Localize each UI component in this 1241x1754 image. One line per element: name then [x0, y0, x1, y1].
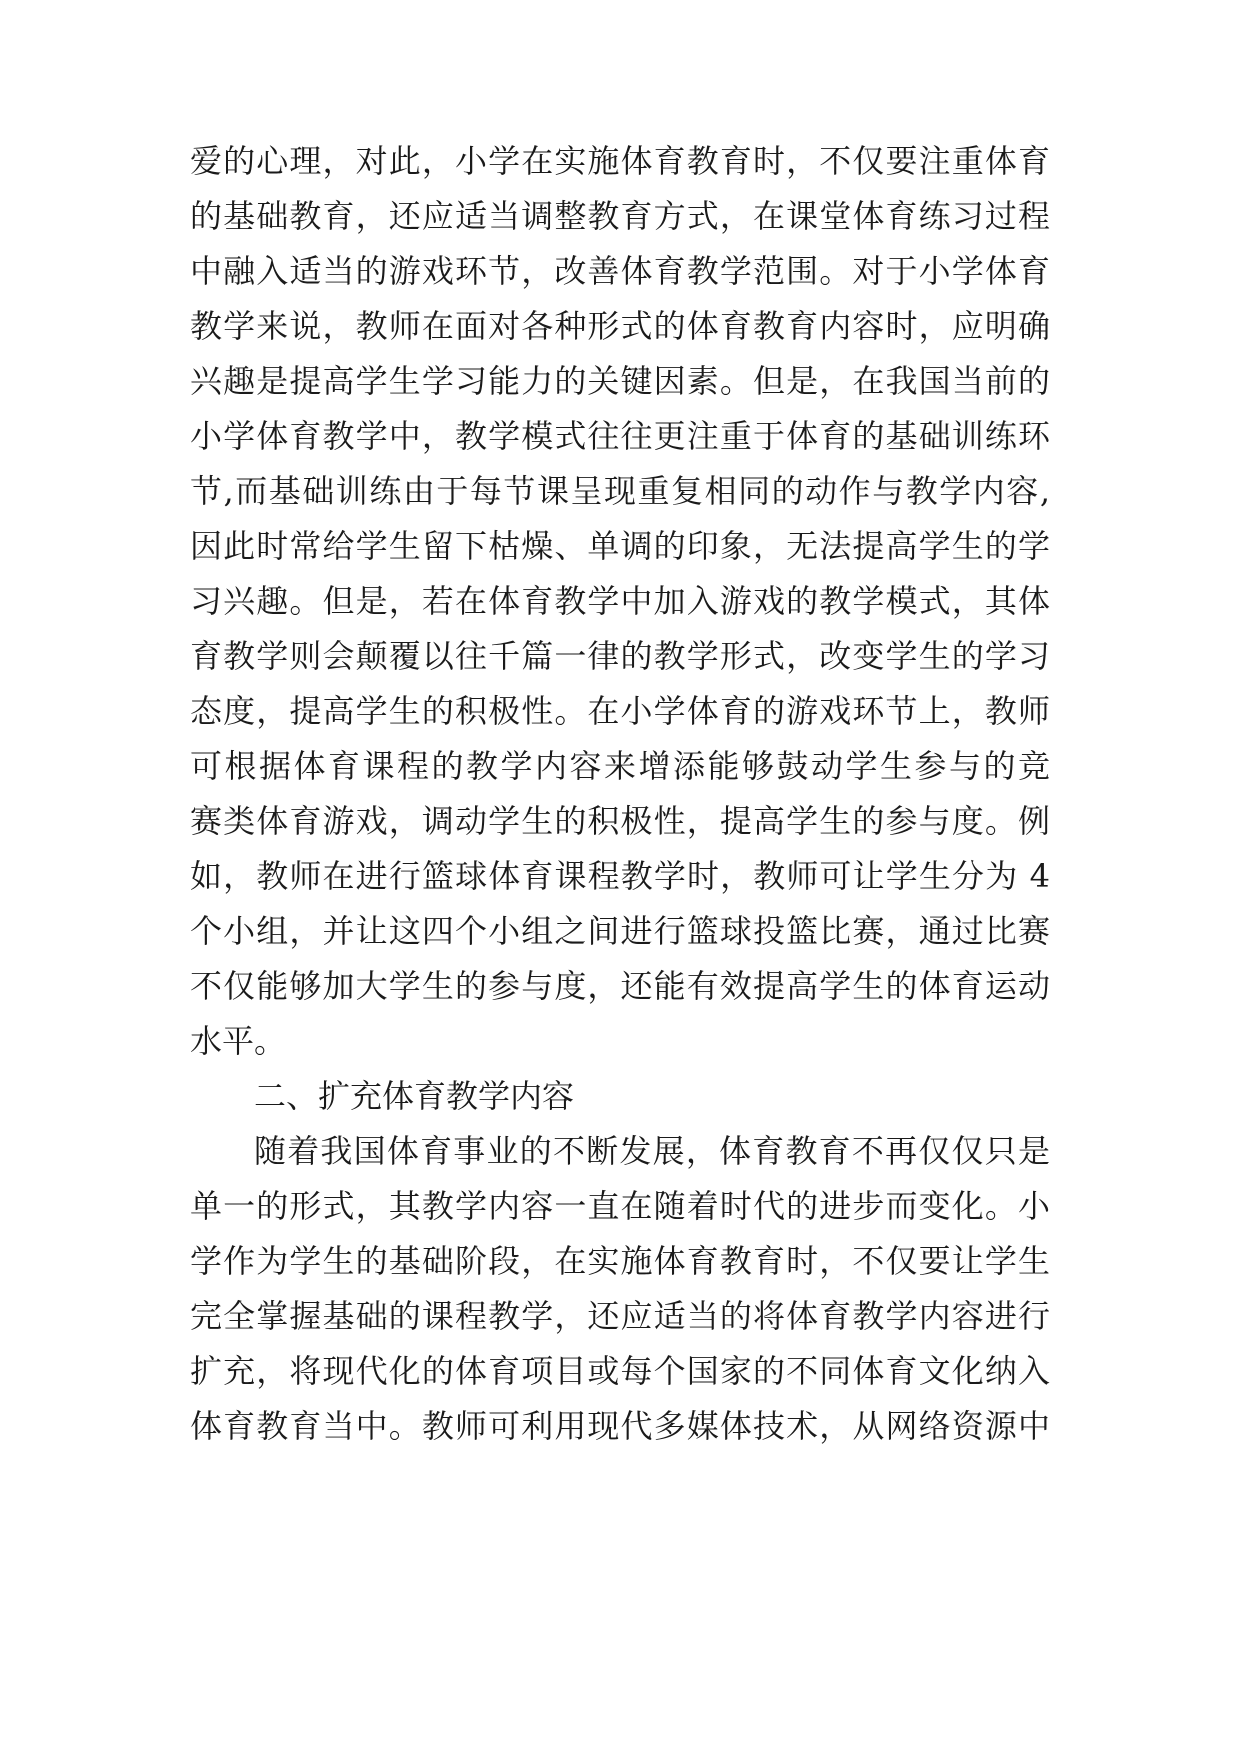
- text-line: 如，教师在进行篮球体育课程教学时，教师可让学生分为 4: [190, 857, 1050, 895]
- text-line: 随着我国体育事业的不断发展，体育教育不再仅仅只是: [254, 1132, 1050, 1170]
- section-heading: 二、扩充体育教学内容: [254, 1077, 575, 1115]
- text-line: 赛类体育游戏，调动学生的积极性，提高学生的参与度。例: [190, 802, 1050, 840]
- text-line: 体育教育当中。教师可利用现代多媒体技术，从网络资源中: [190, 1407, 1050, 1445]
- text-line: 可根据体育课程的教学内容来增添能够鼓动学生参与的竞: [190, 747, 1050, 785]
- text-line: 育教学则会颠覆以往千篇一律的教学形式，改变学生的学习: [190, 637, 1050, 675]
- text-line: 因此时常给学生留下枯燥、单调的印象，无法提高学生的学: [190, 527, 1050, 565]
- text-line: 单一的形式，其教学内容一直在随着时代的进步而变化。小: [190, 1187, 1050, 1225]
- text-line: 爱的心理，对此，小学在实施体育教育时，不仅要注重体育: [190, 142, 1050, 180]
- text-line: 习兴趣。但是，若在体育教学中加入游戏的教学模式，其体: [190, 582, 1050, 620]
- paragraph: [190, 134, 1050, 1069]
- text-line: 不仅能够加大学生的参与度，还能有效提高学生的体育运动: [190, 967, 1050, 1005]
- paragraph: [190, 1124, 1050, 1454]
- text-line: 中融入适当的游戏环节，改善体育教学范围。对于小学体育: [190, 252, 1050, 290]
- text-line: 个小组，并让这四个小组之间进行篮球投篮比赛，通过比赛: [190, 912, 1050, 950]
- document-body: [190, 134, 1050, 1454]
- text-line: 节,而基础训练由于每节课呈现重复相同的动作与教学内容,: [190, 472, 1050, 510]
- text-line: 小学体育教学中，教学模式往往更注重于体育的基础训练环: [190, 417, 1050, 455]
- text-line: 教学来说，教师在面对各种形式的体育教育内容时，应明确: [190, 307, 1050, 345]
- text-line: 兴趣是提高学生学习能力的关键因素。但是，在我国当前的: [190, 362, 1050, 400]
- text-line: 的基础教育，还应适当调整教育方式，在课堂体育练习过程: [190, 197, 1050, 235]
- text-line: 水平。: [190, 1022, 287, 1060]
- text-line: 完全掌握基础的课程教学，还应适当的将体育教学内容进行: [190, 1297, 1050, 1335]
- text-line: 扩充，将现代化的体育项目或每个国家的不同体育文化纳入: [190, 1352, 1050, 1390]
- text-line: 态度，提高学生的积极性。在小学体育的游戏环节上，教师: [190, 692, 1050, 730]
- text-line: 学作为学生的基础阶段，在实施体育教育时，不仅要让学生: [190, 1242, 1050, 1280]
